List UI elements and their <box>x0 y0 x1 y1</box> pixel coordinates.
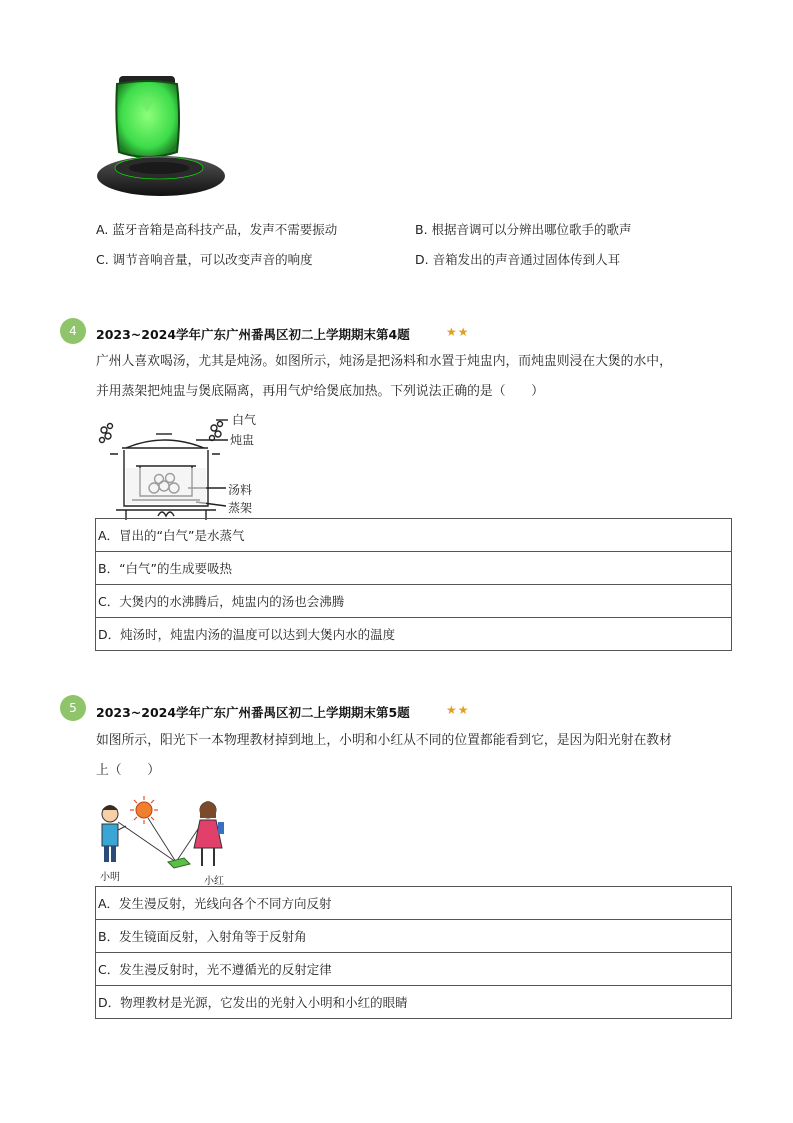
speaker-illustration <box>95 72 227 204</box>
question-number-badge: 4 <box>60 318 86 344</box>
boy-figure <box>102 805 126 862</box>
sun-icon <box>130 796 158 824</box>
q4-option-d[interactable]: D．炖汤时，炖盅内汤的温度可以达到大煲内水的温度 <box>96 618 732 651</box>
stew-pot-figure <box>96 410 276 522</box>
question-stem-line: 如图所示，阳光下一本物理教材掉到地上，小明和小红从不同的位置都能看到它，是因为阳光射在教材 <box>96 733 672 748</box>
label-boy: 小明 <box>100 872 120 883</box>
label-inner-pot: 炖盅 <box>230 433 255 447</box>
q4-option-c[interactable]: C．大煲内的水沸腾后，炖盅内的汤也会沸腾 <box>96 585 732 618</box>
label-girl: 小红 <box>204 876 224 887</box>
q5-option-d[interactable]: D．物理教材是光源，它发出的光射入小明和小红的眼睛 <box>96 986 732 1019</box>
q3-option-a[interactable]: A. 蓝牙音箱是高科技产品，发声不需要振动 <box>96 222 338 237</box>
q4-option-a[interactable]: A．冒出的“白气”是水蒸气 <box>96 519 732 552</box>
q5-options-table <box>95 886 732 1019</box>
question-stem-line: 上（ ） <box>96 763 160 778</box>
question-stem <box>96 347 736 407</box>
diffuse-reflection-diagram <box>96 792 236 888</box>
question-source: 2023~2024学年广东广州番禺区初二上学期期末第4题 <box>96 327 410 342</box>
q3-option-c[interactable]: C. 调节音响音量，可以改变声音的响度 <box>96 252 313 267</box>
girl-figure <box>194 801 224 866</box>
q4-options-table <box>95 518 732 651</box>
levitating-speaker-image <box>95 72 227 204</box>
difficulty-stars: ★★ <box>446 703 470 717</box>
reflection-figure <box>96 792 236 888</box>
q4-option-b[interactable]: B．“白气”的生成要吸热 <box>96 552 732 585</box>
question-stem <box>96 726 736 786</box>
q5-option-a[interactable]: A．发生漫反射，光线向各个不同方向反射 <box>96 887 732 920</box>
question-stem-line: 广州人喜欢喝汤，尤其是炖汤。如图所示，炖汤是把汤料和水置于炖盅内，而炖盅则浸在大煲的水中， <box>96 354 672 369</box>
q3-option-d[interactable]: D. 音箱发出的声音通过固体传到人耳 <box>415 252 621 267</box>
question-source: 2023~2024学年广东广州番禺区初二上学期期末第5题 <box>96 705 410 720</box>
q5-option-c[interactable]: C．发生漫反射时，光不遵循光的反射定律 <box>96 953 732 986</box>
difficulty-stars: ★★ <box>446 325 470 339</box>
label-rack: 蒸架 <box>228 501 253 515</box>
q5-option-b[interactable]: B．发生镜面反射，入射角等于反射角 <box>96 920 732 953</box>
question-stem-line: 并用蒸架把炖盅与煲底隔离，再用气炉给煲底加热。下列说法正确的是（ ） <box>96 384 544 399</box>
label-ingredients: 汤料 <box>228 483 253 497</box>
label-steam: 白气 <box>232 413 257 427</box>
q3-option-b[interactable]: B. 根据音调可以分辨出哪位歌手的歌声 <box>415 222 632 237</box>
question-number-badge: 5 <box>60 695 86 721</box>
stew-pot-diagram <box>96 410 276 522</box>
